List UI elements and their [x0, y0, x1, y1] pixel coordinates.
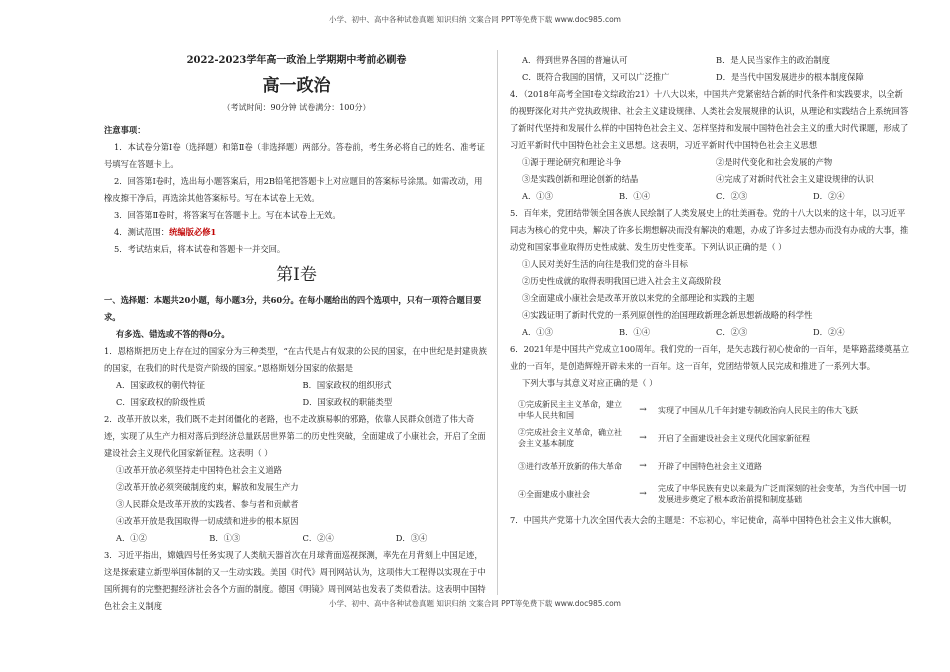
- q5-item-3: ③全面建成小康社会是改革开放以来党的全部理论和实践的主题: [522, 293, 755, 303]
- arrow-icon: →: [639, 488, 647, 499]
- section-title: 第Ⅰ卷: [276, 265, 317, 285]
- notice-item-4-prefix: 4．测试范围：: [114, 227, 170, 237]
- q2-stem: 2．改革开放以来，我们既不走封闭僵化的老路，也不走改旗易帜的邪路，依靠人民群众创造了伟大奇迹，实现了从生产力相对落后到经济总量跃居世界第二的历史性突破，全面建成了小康社会，开启了全面建设社会主义现代化国家新征程。这表明（ ）: [104, 414, 486, 458]
- q1-option-b: B．国家政权的组织形式: [302, 380, 392, 390]
- q2-item-1: ①改革开放必须坚持走中国特色社会主义道路: [116, 465, 282, 475]
- q6-match-row: [518, 480, 910, 508]
- q4-option-d: D．②④: [813, 191, 845, 201]
- q2-item-3: ③人民群众是改革开放的实践者、参与者和贡献者: [116, 499, 299, 509]
- q3-option-a: A．得到世界各国的普遍认可: [522, 55, 628, 65]
- q4-item-4: ④完成了对新时代社会主义建设规律的认识: [716, 174, 874, 184]
- q3-option-d: D．是当代中国发展进步的根本制度保障: [716, 72, 864, 82]
- q6-match-row: [518, 396, 910, 424]
- q6-match-meaning: 实现了中国从几千年封建专制政治向人民民主的伟大飞跃: [658, 405, 858, 415]
- q4-item-2: ②是时代变化和社会发展的产物: [716, 157, 833, 167]
- q4-stem: 4．（2018年高考全国Ⅰ卷文综政治21）十八大以来，中国共产党紧密结合新的时代条件和实践要求，以全新的视野深化对共产党执政规律、社会主义建设规律、人类社会发展规律的认识，从理论和实践结合上系统回答了新时代坚持和发展什么样的中国特色社会主义、怎样坚持和发展中国特色社会主义的重大时代课题，形成了习近平新时代中国特色社会主义思想。这表明，习近平新时代中国特色社会主义思想: [510, 89, 909, 150]
- q2-option-a: A．①②: [116, 533, 147, 543]
- right-column: [510, 52, 910, 529]
- q6-ask: 下列大事与其意义对应正确的是（ ）: [522, 378, 658, 388]
- page-header: 小学、初中、高中各种试卷真题 知识归纳 文案合同 PPT等免费下载 www.doc985.com: [329, 15, 621, 24]
- q5-options: [510, 324, 910, 341]
- page-footer: 小学、初中、高中各种试卷真题 知识归纳 文案合同 PPT等免费下载 www.doc985.com: [329, 599, 621, 608]
- q6-match-meaning: 开启了全面建设社会主义现代化国家新征程: [658, 433, 810, 443]
- arrow-icon: →: [639, 404, 647, 415]
- q6-match-meaning: 完成了中华民族有史以来最为广泛而深刻的社会变革，为当代中国一切发展进步奠定了根本政治前提和制度基础: [658, 484, 906, 504]
- notice-item-4: [104, 224, 489, 241]
- q1-stem: 1．恩格斯把历史上存在过的国家分为三种类型，“在古代是占有奴隶的公民的国家，在中世纪是封建贵族的国家，在我们的时代是资产阶级的国家。”恩格斯划分国家的依据是: [104, 346, 487, 373]
- exam-meta: （考试时间：90分钟 试卷满分：100分）: [222, 103, 371, 112]
- notice-item-3: 3．回答第Ⅱ卷时，将答案写在答题卡上。写在本试卷上无效。: [114, 210, 341, 220]
- q6-match-row: [518, 452, 910, 480]
- column-divider: [497, 50, 498, 595]
- q4-options: [510, 188, 910, 205]
- q5-option-b: B．①④: [619, 327, 650, 337]
- q1-option-a: A．国家政权的朝代特征: [116, 380, 205, 390]
- notice-title: 注意事项：: [104, 125, 146, 135]
- q7-stem: 7．中国共产党第十九次全国代表大会的主题是：不忘初心，牢记使命，高举中国特色社会主义伟大旗帜，: [510, 515, 897, 525]
- q5-option-a: A．①③: [522, 327, 553, 337]
- q2-item-2: ②改革开放必须突破制度约束，解放和发展生产力: [116, 482, 299, 492]
- section-intro: 一、选择题：本题共20小题，每小题3分，共60分。在每小题给出的四个选项中，只有一项符合题目要求。: [104, 295, 482, 322]
- test-scope: 统编版必修1: [169, 227, 217, 237]
- q6-match-row: [518, 424, 910, 452]
- q4-item-1: ①源于理论研究和理论斗争: [522, 157, 622, 167]
- q5-option-d: D．②④: [813, 327, 845, 337]
- arrow-icon: →: [639, 460, 647, 471]
- left-column: [104, 52, 489, 615]
- q1-options: [104, 377, 489, 411]
- q2-options: [104, 530, 489, 547]
- q4-item-3: ③是实践创新和理论创新的结晶: [522, 174, 639, 184]
- exam-title: 2022-2023学年高一政治上学期期中考前必刷卷: [186, 55, 407, 66]
- q4-option-c: C．②③: [716, 191, 748, 201]
- q1-option-d: D．国家政权的职能类型: [302, 397, 393, 407]
- q6-match-meaning: 开辟了中国特色社会主义道路: [658, 461, 762, 471]
- q6-stem: 6．2021年是中国共产党成立100周年。我们党的一百年，是矢志践行初心使命的一百年，是筚路蓝缕奠基立业的一百年，是创造辉煌开辟未来的一百年。这一百年，党团结带领人民完成和推进了一系列大事。: [510, 344, 909, 371]
- section-intro-cont: 有多选、错选或不答的得0分。: [116, 329, 230, 339]
- q3-options: [510, 52, 910, 86]
- q6-match-table: [518, 396, 910, 508]
- q2-option-c: C．②④: [302, 533, 334, 543]
- arrow-icon: →: [639, 432, 647, 443]
- notice-item-5: 5．考试结束后，将本试卷和答题卡一并交回。: [114, 244, 286, 254]
- q4-items: [510, 154, 910, 188]
- q3-option-c: C．既符合我国的国情，又可以广泛推广: [522, 72, 670, 82]
- subject-title: 高一政治: [262, 76, 331, 96]
- q3-stem: 3．习近平指出，嫦娥四号任务实现了人类航天器首次在月球背面巡视探测，率先在月背刻上中国足迹，这是探索建立新型举国体制的又一生动实践。美国《时代》周刊网站认为，这项伟大工程得以实现在于中国所拥有的完整把握经济社会各个方面的制度。德国《明镜》周刊网站也发表了类似看法。这表明中国特色社会主义制度: [104, 550, 486, 611]
- q5-stem: 5．百年来，党团结带领全国各族人民绘制了人类发展史上的壮美画卷。党的十八大以来的这十年，以习近平同志为核心的党中央，解决了许多长期想解决而没有解决的难题，办成了许多过去想办而没有办成的大事，推动党和国家事业取得历史性成就、发生历史性变革。下列认识正确的是（ ）: [510, 208, 909, 252]
- q2-option-d: D．③④: [395, 533, 428, 543]
- q1-option-c: C．国家政权的阶级性质: [116, 397, 206, 407]
- q4-option-a: A．①③: [522, 191, 553, 201]
- q5-item-1: ①人民对美好生活的向往是我们党的奋斗目标: [522, 259, 688, 269]
- q6-match-event: ③进行改革开放新的伟大革命: [518, 461, 622, 471]
- q4-option-b: B．①④: [619, 191, 650, 201]
- q6-match-event: ②完成社会主义革命，确立社会主义基本制度: [518, 428, 622, 448]
- q6-match-event: ①完成新民主主义革命，建立中华人民共和国: [518, 400, 622, 420]
- q5-item-2: ②历史性成就的取得表明我国已进入社会主义高级阶段: [522, 276, 722, 286]
- notice-item-2: 2．回答第Ⅰ卷时，选出每小题答案后，用2B铅笔把答题卡上对应题目的答案标号涂黑。如需改动，用橡皮擦干净后，再选涂其他答案标号。写在本试卷上无效。: [104, 176, 483, 203]
- notice-item-1: 1．本试卷分第Ⅰ卷（选择题）和第Ⅱ卷（非选择题）两部分。答卷前，考生务必将自己的姓名、准考证号填写在答题卡上。: [104, 142, 485, 169]
- q2-item-4: ④改革开放是我国取得一切成绩和进步的根本原因: [116, 516, 299, 526]
- q3-option-b: B．是人民当家作主的政治制度: [716, 55, 830, 65]
- q5-option-c: C．②③: [716, 327, 748, 337]
- q5-item-4: ④实践证明了新时代党的一系列原创性的治国理政新理念新思想新战略的科学性: [522, 310, 813, 320]
- q2-option-b: B．①③: [209, 533, 241, 543]
- q6-match-event: ④全面建成小康社会: [518, 489, 590, 499]
